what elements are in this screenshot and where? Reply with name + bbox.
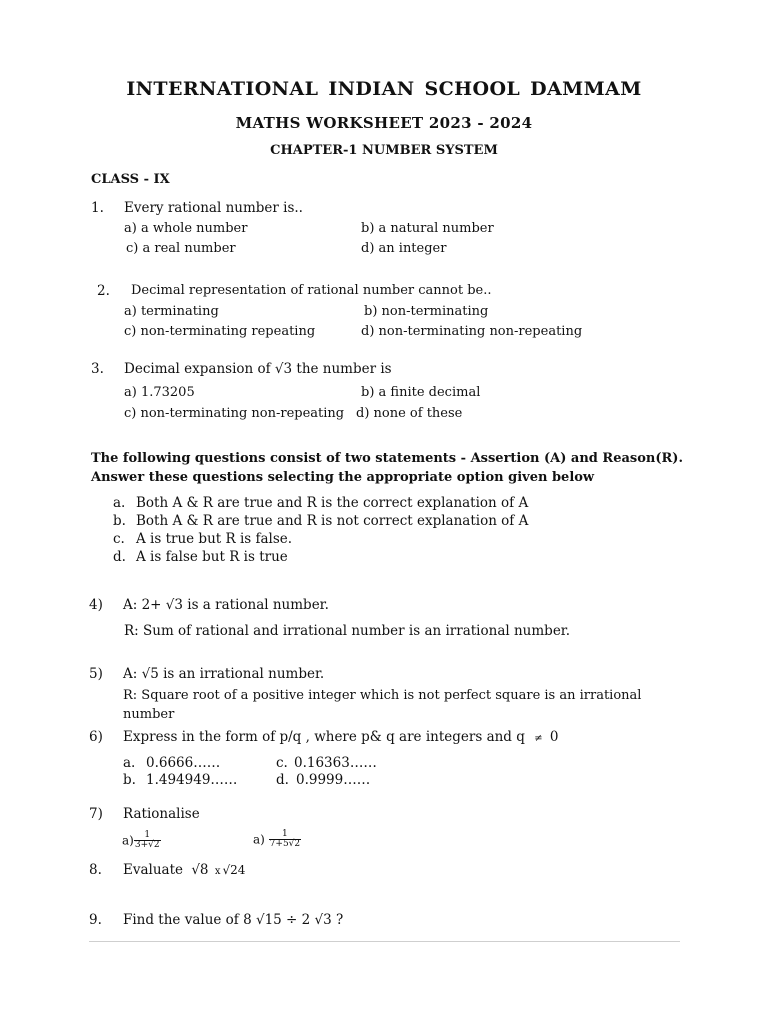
ar-option-text: A is false but R is true <box>136 549 288 565</box>
item-value: 0.16363…… <box>294 755 377 771</box>
question-text-body: Express in the form of p/q , where p& q are integers and q <box>123 729 525 745</box>
option-b: b) a natural number <box>361 221 494 236</box>
option-d: d) non-terminating non-repeating <box>361 324 583 339</box>
item-value: 1.494949…… <box>146 772 238 788</box>
fraction <box>134 831 161 851</box>
fraction-numerator: 1 <box>134 831 161 841</box>
reason-text-continued: number <box>123 707 175 722</box>
expression-b: √24 <box>222 863 246 877</box>
instruction-line-2: Answer these questions selecting the appropriate option given below <box>91 470 595 485</box>
item-marker: c. <box>276 755 288 771</box>
option-a: a) terminating <box>124 304 219 319</box>
part-label: a) <box>122 833 134 848</box>
question-number: 9. <box>89 912 102 928</box>
instruction-line-1: The following questions consist of two statements - Assertion (A) and Reason(R). <box>91 451 683 466</box>
option-c: c) non-terminating non-repeating <box>124 406 345 421</box>
worksheet-title: MATHS WORKSHEET 2023 - 2024 <box>235 114 533 132</box>
question-number: 3. <box>91 361 104 377</box>
reason-text: R: Square root of a positive integer which is not perfect square is an irrational <box>123 688 642 703</box>
question-text <box>123 862 245 878</box>
question-text: Find the value of 8 √15 ÷ 2 √3 ? <box>123 912 344 928</box>
zero-value: 0 <box>549 729 559 745</box>
question-text: Every rational number is.. <box>124 200 303 216</box>
item-marker: a. <box>123 755 136 771</box>
school-title: INTERNATIONAL INDIAN SCHOOL DAMMAM <box>126 78 642 100</box>
option-b: b) a finite decimal <box>361 385 481 400</box>
option-b: b) non-terminating <box>364 304 489 319</box>
option-a: a) 1.73205 <box>124 385 195 400</box>
option-d: d) an integer <box>361 241 447 256</box>
rationalise-part-2 <box>253 830 301 850</box>
fraction-numerator: 1 <box>269 830 301 840</box>
question-number: 8. <box>89 862 102 878</box>
chapter-title: CHAPTER-1 NUMBER SYSTEM <box>270 143 498 158</box>
item-value: 0.9999…… <box>296 772 371 788</box>
question-text: Decimal expansion of √3 the number is <box>124 361 392 377</box>
item-value: 0.6666…… <box>146 755 221 771</box>
question-number: 1. <box>91 200 104 216</box>
assertion-text: A: √5 is an irrational number. <box>123 666 325 682</box>
question-number: 5) <box>89 666 103 682</box>
ar-option-text: Both A & R are true and R is not correct explanation of A <box>136 513 529 529</box>
question-text: Rationalise <box>123 806 200 822</box>
fraction-denominator: 7+5√2 <box>269 839 301 850</box>
question-number: 4) <box>89 597 103 613</box>
question-text-body: Evaluate <box>123 862 184 878</box>
question-number: 6) <box>89 729 103 745</box>
rationalise-part-1 <box>122 831 161 851</box>
not-equal-symbol: ≠ <box>534 733 543 744</box>
expression-a: √8 <box>191 862 209 878</box>
times-operator: x <box>214 866 221 877</box>
class-label: CLASS - IX <box>91 172 170 187</box>
reason-text: R: Sum of rational and irrational number is an irrational number. <box>124 623 571 639</box>
option-c: c) a real number <box>126 241 236 256</box>
assertion-text: A: 2+ √3 is a rational number. <box>123 597 329 613</box>
ar-option-text: Both A & R are true and R is the correct explanation of A <box>136 495 529 511</box>
ar-option-marker: d. <box>113 549 126 565</box>
option-c: c) non-terminating repeating <box>124 324 316 339</box>
page-divider <box>89 941 680 942</box>
ar-option-marker: b. <box>113 513 126 529</box>
question-number: 7) <box>89 806 103 822</box>
ar-option-text: A is true but R is false. <box>136 531 293 547</box>
part-label: a) <box>253 832 265 847</box>
ar-option-marker: a. <box>113 495 126 511</box>
option-d: d) none of these <box>356 406 463 421</box>
question-text: Decimal representation of rational number cannot be.. <box>131 283 492 298</box>
fraction <box>269 830 301 850</box>
item-marker: b. <box>123 772 136 788</box>
question-number: 2. <box>97 283 110 299</box>
ar-option-marker: c. <box>113 531 125 547</box>
fraction-denominator: 3+√2 <box>134 840 160 851</box>
question-text <box>123 729 558 745</box>
item-marker: d. <box>276 772 289 788</box>
option-a: a) a whole number <box>124 221 248 236</box>
